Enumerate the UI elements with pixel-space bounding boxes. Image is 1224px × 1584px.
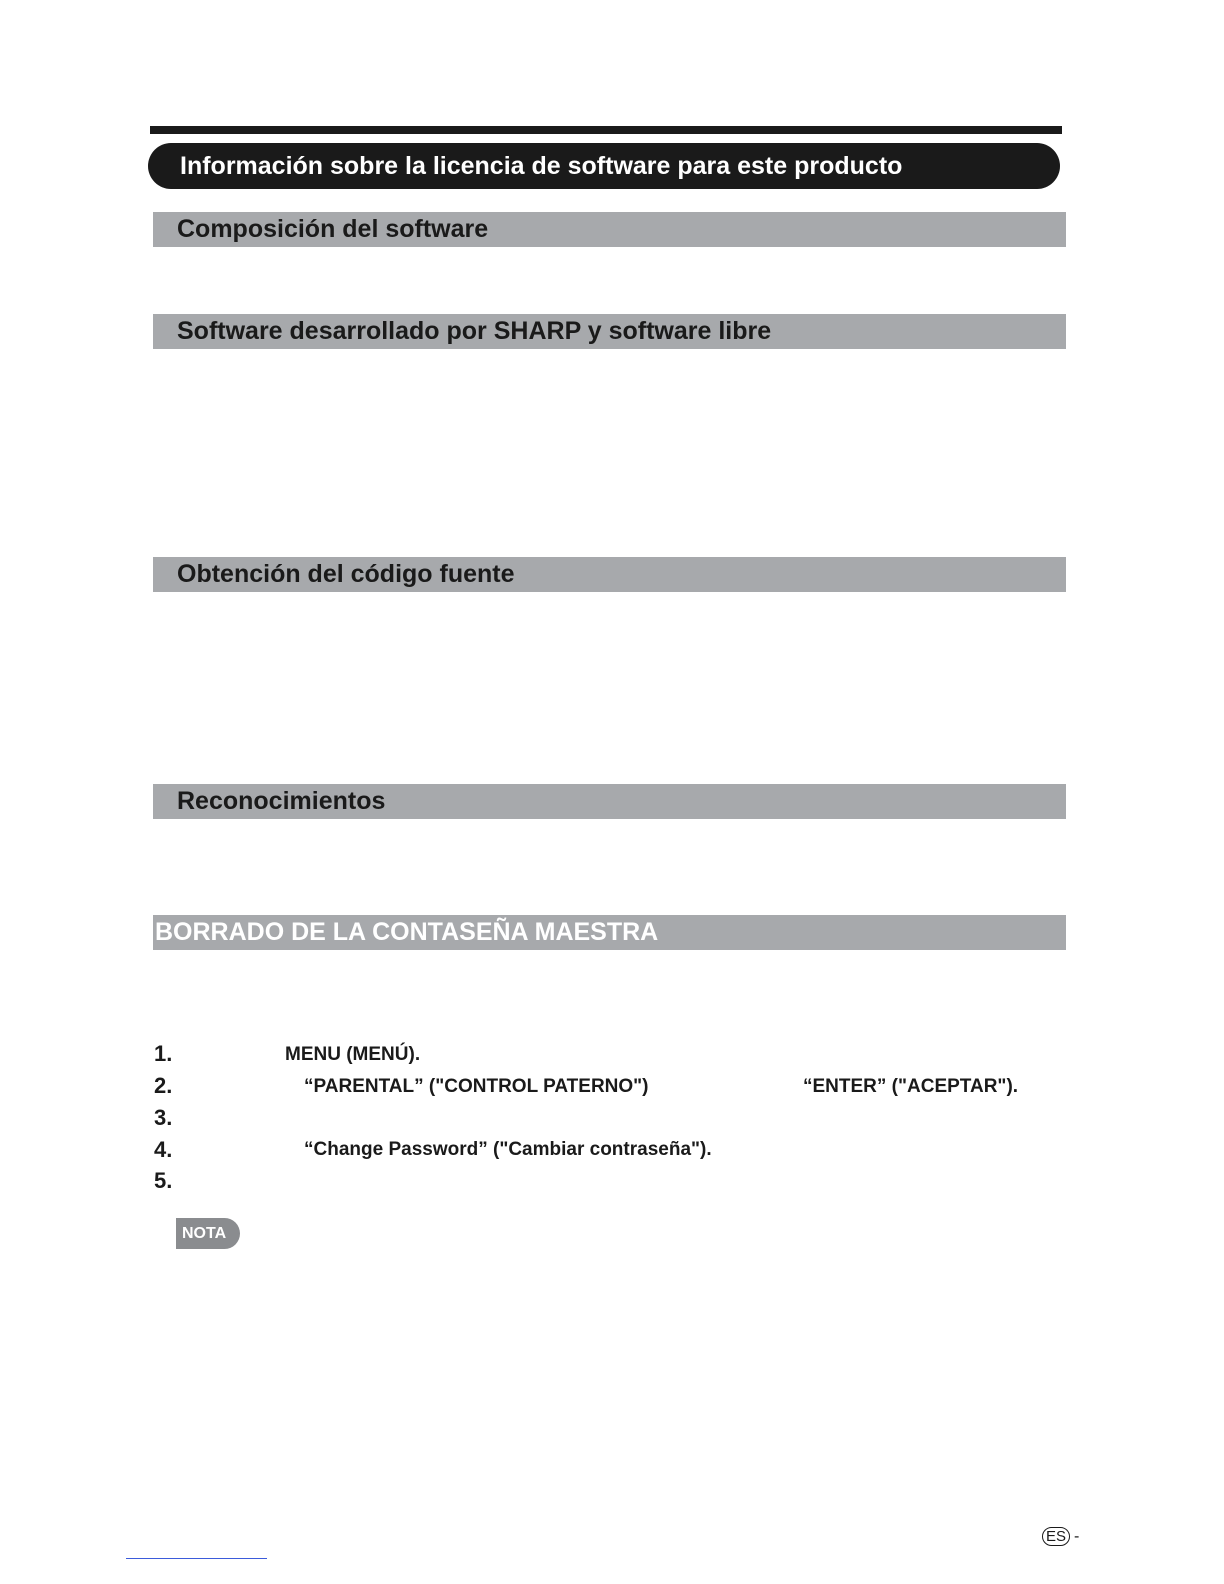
step-number: 5. [154, 1168, 173, 1193]
language-badge: ES [1042, 1527, 1070, 1546]
section-heading-sharp-free-software: Software desarrollado por SHARP y software libre [153, 314, 1066, 349]
step-text: MENU (MENÚ). [285, 1044, 421, 1065]
page-title: Información sobre la licencia de software para este producto [148, 143, 1060, 189]
step-text: “ENTER” ("ACEPTAR"). [803, 1076, 1019, 1097]
step-number: 1. [154, 1041, 173, 1066]
footer-link-line [126, 1558, 267, 1559]
step-text: “PARENTAL” ("CONTROL PATERNO") [304, 1076, 649, 1097]
nota-badge: NOTA [176, 1218, 240, 1249]
top-rule [150, 126, 1062, 134]
step-text: “Change Password” ("Cambiar contraseña"). [304, 1139, 712, 1160]
section-heading-software-composition: Composición del software [153, 212, 1066, 247]
section-heading-acknowledgements: Reconocimientos [153, 784, 1066, 819]
step-number: 2. [154, 1073, 173, 1098]
page-dash: - [1074, 1527, 1080, 1545]
step-number: 3. [154, 1105, 173, 1130]
section-heading-master-password: BORRADO DE LA CONTASEÑA MAESTRA [153, 915, 1066, 950]
section-heading-source-code: Obtención del código fuente [153, 557, 1066, 592]
step-number: 4. [154, 1137, 173, 1162]
page-marker [1042, 1527, 1079, 1546]
